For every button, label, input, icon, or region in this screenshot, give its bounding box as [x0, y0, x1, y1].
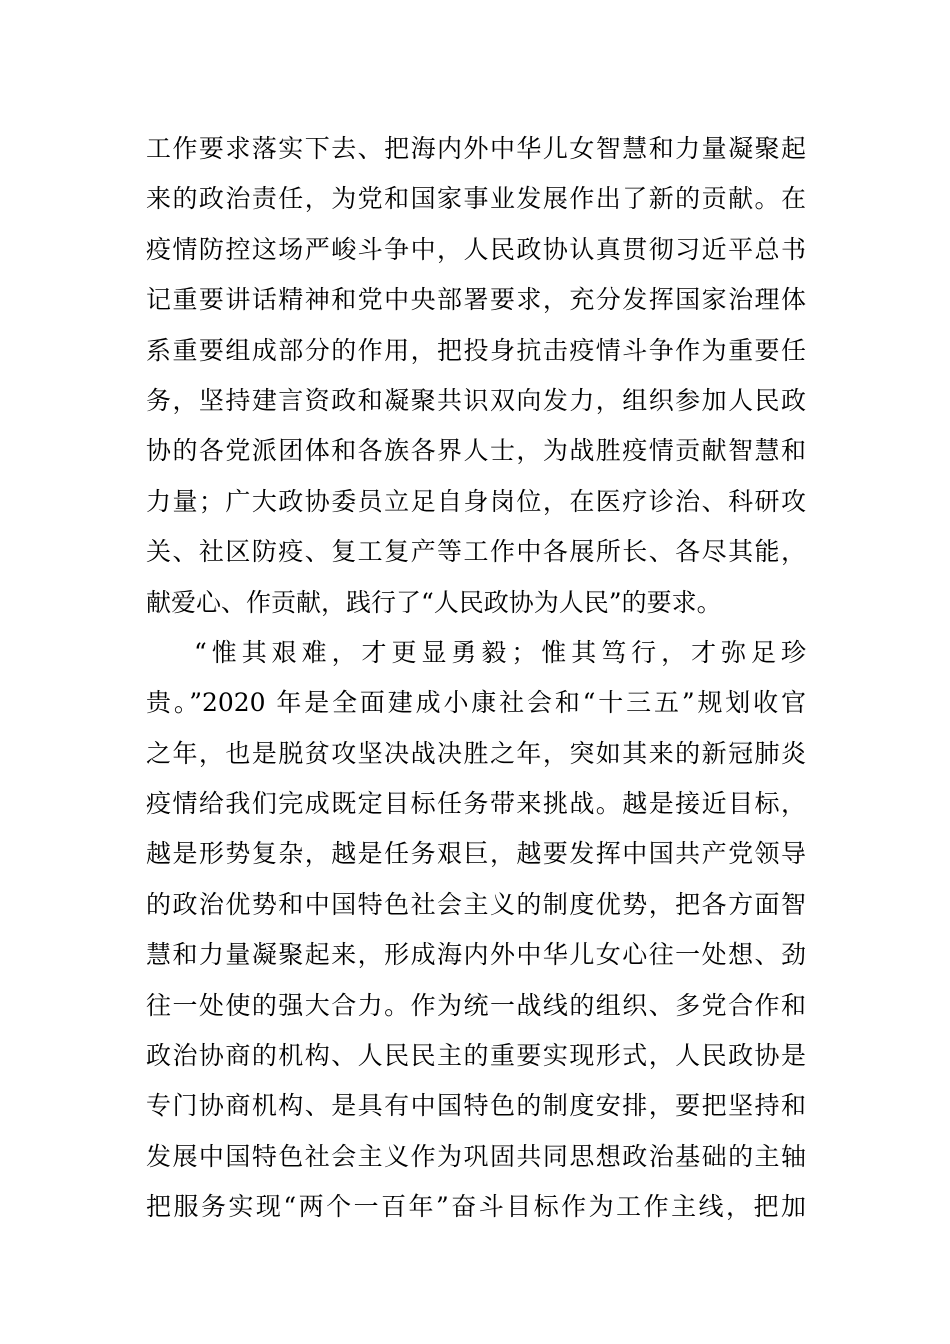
- paragraph-first-line: “惟其艰难，才更显勇毅；惟其笃行，才弥足珍: [194, 637, 806, 667]
- text-line: 务，坚持建言资政和凝聚共识双向发力，组织参加人民政: [146, 385, 806, 415]
- body-text: [146, 124, 806, 1233]
- text-line: 专门协商机构、是具有中国特色的制度安排，要把坚持和: [146, 1091, 806, 1121]
- text-line: 关、社区防疫、复工复产等工作中各展所长、各尽其能，: [146, 537, 806, 567]
- text-line: 疫情防控这场严峻斗争中，人民政协认真贯彻习近平总书: [146, 234, 806, 264]
- text-line: 慧和力量凝聚起来，形成海内外中华儿女心往一处想、劲: [146, 940, 806, 970]
- text-line: 协的各党派团体和各族各界人士，为战胜疫情贡献智慧和: [146, 436, 806, 466]
- text-line: 工作要求落实下去、把海内外中华儿女智慧和力量凝聚起: [146, 134, 806, 163]
- paragraph-last-line: 献爱心、作贡献，践行了“人民政协为人民”的要求。: [146, 587, 722, 617]
- text-line: 贵。”2020 年是全面建成小康社会和“十三五”规划收官: [146, 688, 806, 718]
- text-line: 把服务实现“两个一百年”奋斗目标作为工作主线，把加: [146, 1192, 806, 1222]
- text-line: 越是形势复杂，越是任务艰巨，越要发挥中国共产党领导: [146, 839, 806, 869]
- text-line: 发展中国特色社会主义作为巩固共同思想政治基础的主轴: [146, 1141, 806, 1171]
- text-line: 往一处使的强大合力。作为统一战线的组织、多党合作和: [146, 990, 806, 1020]
- text-line: 系重要组成部分的作用，把投身抗击疫情斗争作为重要任: [146, 335, 806, 365]
- text-line: 疫情给我们完成既定目标任务带来挑战。越是接近目标，: [146, 789, 806, 819]
- text-line: 力量；广大政协委员立足自身岗位，在医疗诊治、科研攻: [146, 486, 806, 516]
- text-line: 来的政治责任，为党和国家事业发展作出了新的贡献。在: [146, 184, 806, 214]
- text-line: 的政治优势和中国特色社会主义的制度优势，把各方面智: [146, 889, 806, 919]
- text-line: 记重要讲话精神和党中央部署要求，充分发挥国家治理体: [146, 285, 806, 315]
- text-line: 政治协商的机构、人民民主的重要实现形式，人民政协是: [146, 1041, 806, 1071]
- text-line: 之年，也是脱贫攻坚决战决胜之年，突如其来的新冠肺炎: [146, 738, 806, 768]
